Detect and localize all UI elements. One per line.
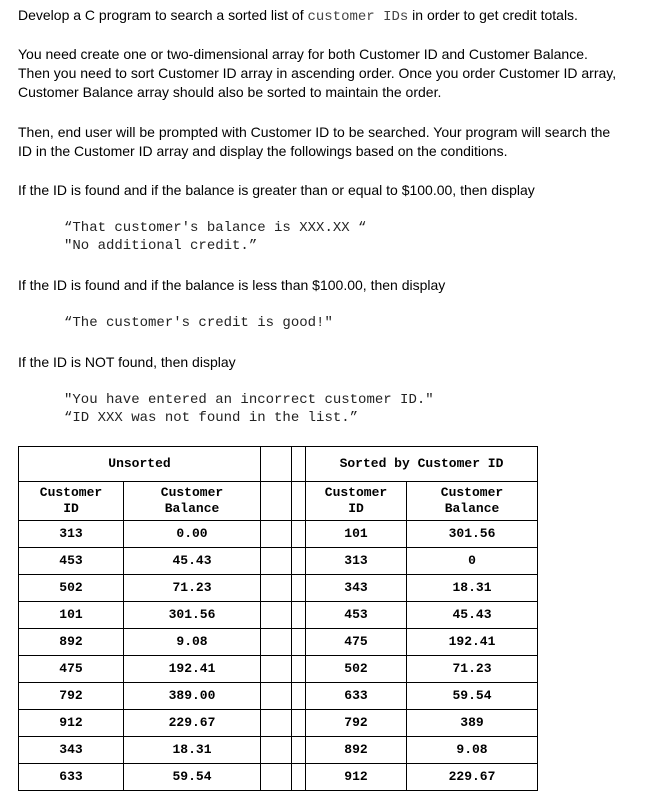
unsorted-balance-cell: 71.23 [124,575,261,602]
table-gap-cell [261,548,292,575]
unsorted-id-cell: 453 [19,548,124,575]
condition-found-low-balance: If the ID is found and if the balance is less than $100.00, then display [18,277,446,293]
paragraph-search-line-1: Then, end user will be prompted with Customer ID to be searched. Your program will search the [18,124,611,140]
table-gap-cell [261,737,292,764]
header-unsorted-customer-balance: Customer Balance [124,482,261,521]
sorted-balance-cell: 229.67 [407,764,538,791]
paragraph-search-line-2: ID in the Customer ID array and display the followings based on the conditions. [18,143,508,159]
table-row [19,602,538,629]
unsorted-balance-cell: 301.56 [124,602,261,629]
unsorted-id-cell: 912 [19,710,124,737]
sorted-id-cell: 502 [306,656,407,683]
table-gap-cell [292,629,306,656]
intro-text-before: Develop a C program to search a sorted list of [18,7,308,23]
unsorted-balance-cell: 192.41 [124,656,261,683]
sorted-id-cell: 313 [306,548,407,575]
table-row [19,710,538,737]
sorted-balance-cell: 301.56 [407,521,538,548]
sorted-id-cell: 101 [306,521,407,548]
sorted-id-cell: 892 [306,737,407,764]
table-gap-cell [261,602,292,629]
sorted-id-cell: 633 [306,683,407,710]
output-no-credit-message: "No additional credit.” [64,238,258,254]
table-row [19,575,538,602]
unsorted-id-cell: 792 [19,683,124,710]
header-sorted-customer-id: Customer ID [306,482,407,521]
output-balance-message: “That customer's balance is XXX.XX “ [64,220,367,236]
table-header-row [19,482,538,521]
unsorted-id-cell: 475 [19,656,124,683]
unsorted-id-cell: 502 [19,575,124,602]
output-credit-good-message: “The customer's credit is good!" [64,315,333,331]
unsorted-balance-cell: 0.00 [124,521,261,548]
unsorted-balance-cell: 18.31 [124,737,261,764]
table-row [19,521,538,548]
table-row [19,737,538,764]
table-row [19,764,538,791]
unsorted-balance-cell: 59.54 [124,764,261,791]
sorted-id-cell: 453 [306,602,407,629]
table-gap-cell [261,764,292,791]
intro-paragraph [18,6,578,27]
unsorted-id-cell: 343 [19,737,124,764]
unsorted-id-cell: 892 [19,629,124,656]
sorted-balance-cell: 192.41 [407,629,538,656]
unsorted-balance-cell: 45.43 [124,548,261,575]
sorted-id-cell: 343 [306,575,407,602]
table-gap-cell [261,629,292,656]
output-incorrect-id-message: "You have entered an incorrect customer ID." [64,392,434,408]
unsorted-balance-cell: 9.08 [124,629,261,656]
output-not-found-message: “ID XXX was not found in the list.” [64,410,359,426]
sorted-id-cell: 475 [306,629,407,656]
table-gap-cell [261,656,292,683]
table-gap-cell [292,575,306,602]
unsorted-id-cell: 313 [19,521,124,548]
table-gap-cell [292,521,306,548]
sorted-balance-cell: 59.54 [407,683,538,710]
paragraph-arrays-line-3: Customer Balance array should also be sorted to maintain the order. [18,84,442,100]
table-gap-cell [292,683,306,710]
sorted-balance-cell: 45.43 [407,602,538,629]
table-gap-cell [292,710,306,737]
table-row [19,629,538,656]
header-sorted-customer-balance: Customer Balance [407,482,538,521]
sorted-id-cell: 912 [306,764,407,791]
unsorted-id-cell: 101 [19,602,124,629]
sorted-title: Sorted by Customer ID [306,447,538,482]
table-gap-cell [261,683,292,710]
sorted-balance-cell: 18.31 [407,575,538,602]
unsorted-balance-cell: 389.00 [124,683,261,710]
customer-table [18,446,538,791]
table-row [19,656,538,683]
condition-not-found: If the ID is NOT found, then display [18,354,236,370]
sorted-id-cell: 792 [306,710,407,737]
table-row [19,548,538,575]
unsorted-id-cell: 633 [19,764,124,791]
paragraph-arrays-line-1: You need create one or two-dimensional array for both Customer ID and Customer Balance. [18,46,588,62]
intro-text-after: in order to get credit totals. [408,7,578,23]
unsorted-balance-cell: 229.67 [124,710,261,737]
table-gap-cell [261,575,292,602]
condition-found-high-balance: If the ID is found and if the balance is greater than or equal to $100.00, then display [18,182,535,198]
sorted-balance-cell: 71.23 [407,656,538,683]
sorted-balance-cell: 9.08 [407,737,538,764]
table-gap-cell [292,548,306,575]
sorted-balance-cell: 389 [407,710,538,737]
table-gap-cell [292,656,306,683]
table-gap-cell [292,737,306,764]
table-gap-cell [292,602,306,629]
table-gap-cell [292,482,306,521]
table-gap-cell [292,447,306,482]
header-unsorted-customer-id: Customer ID [19,482,124,521]
table-gap-cell [261,447,292,482]
table-row [19,683,538,710]
sorted-balance-cell: 0 [407,548,538,575]
table-gap-cell [261,521,292,548]
table-gap-cell [261,482,292,521]
table-gap-cell [261,710,292,737]
paragraph-arrays-line-2: Then you need to sort Customer ID array in ascending order. Once you order Customer ID array, [18,65,617,81]
table-gap-cell [292,764,306,791]
table-title-row [19,447,538,482]
unsorted-title: Unsorted [19,447,261,482]
intro-code-term: customer IDs [307,9,409,25]
